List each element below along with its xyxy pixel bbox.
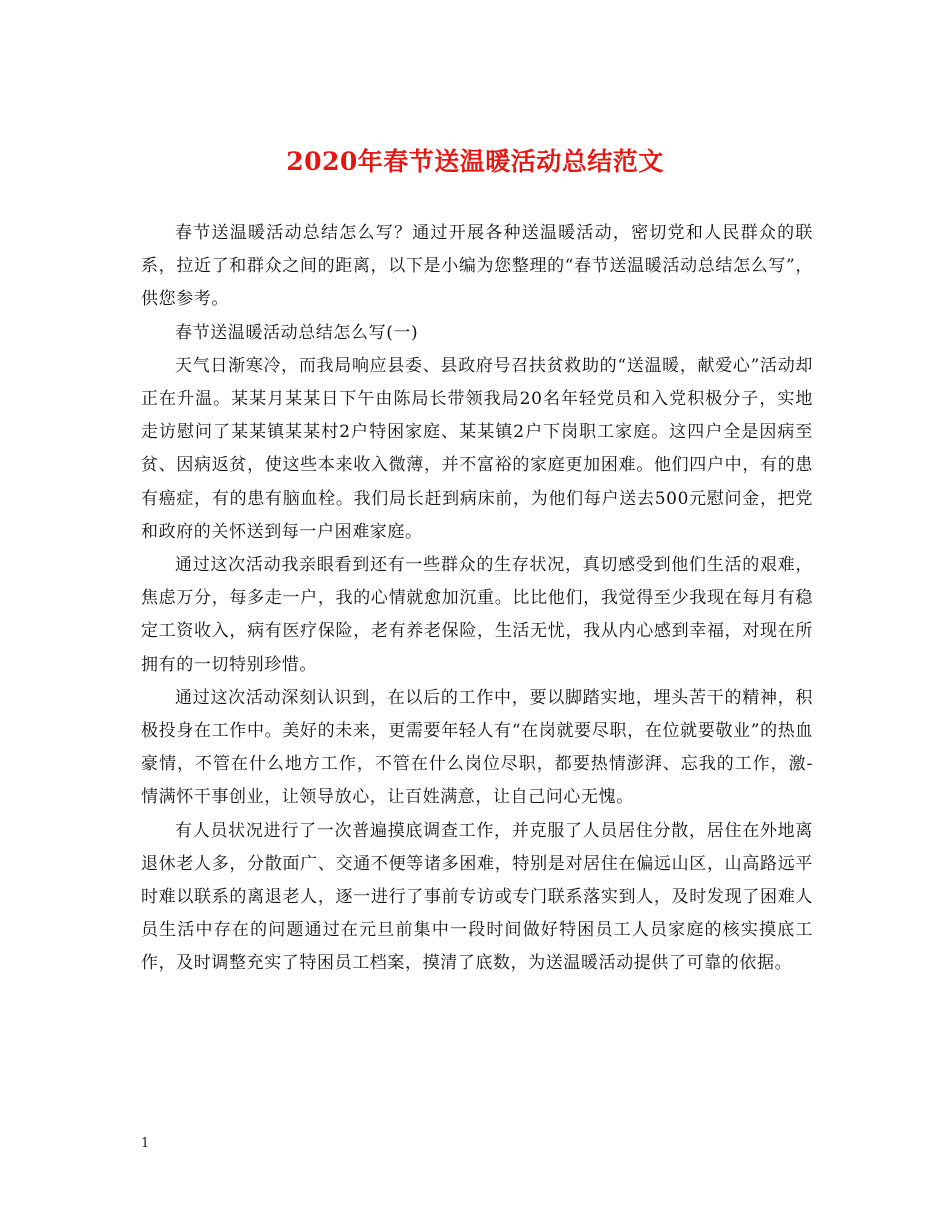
body-paragraph: 通过这次活动我亲眼看到还有一些群众的生存状况，真切感受到他们生活的艰难，焦虑万分，每多走一户，我的心情就愈加沉重。比比他们，我觉得至少我现在每月有稳定工资收入，病有医疗保险，老有养老保险，生活无忧，我从内心感到幸福，对现在所拥有的一切特别珍惜。 (141, 555, 813, 675)
document-title: 2020年春节送温暖活动总结范文 (286, 147, 664, 176)
section-heading: 春节送温暖活动总结怎么写(一) (175, 322, 419, 343)
body-paragraph: 有人员状况进行了一次普遍摸底调查工作，并克服了人员居住分散，居住在外地离退休老人多，分散面广、交通不便等诸多困难，特别是对居住在偏远山区，山高路远平时难以联系的离退老人，逐一进行了事前专访或专门联系落实到人，及时发现了困难人员生活中存在的问题通过在元旦前集中一段时间做好特困员工人员家庭的核实摸底工作，及时调整充实了特困员工档案，摸清了底数，为送温暖活动提供了可靠的依据。 (141, 820, 813, 974)
intro-paragraph: 春节送温暖活动总结怎么写？通过开展各种送温暖活动，密切党和人民群众的联系，拉近了和群众之间的距离，以下是小编为您整理的“春节送温暖活动总结怎么写”，供您参考。 (141, 223, 813, 310)
document-body (141, 217, 813, 981)
body-paragraph: 通过这次活动深刻认识到，在以后的工作中，要以脚踏实地，埋头苦干的精神，积极投身在工作中。美好的未来，更需要年轻人有“在岗就要尽职，在位就要敬业”的热血豪情，不管在什么地方工作，不管在什么岗位尽职，都要热情澎湃、忘我的工作，激-情满怀干事创业，让领导放心，让百姓满意，让自己问心无愧。 (141, 687, 813, 808)
body-paragraph: 天气日渐寒冷，而我局响应县委、县政府号召扶贫救助的“送温暖，献爱心”活动却正在升温。某某月某某日下午由陈局长带领我局20名年轻党员和入党积极分子，实地走访慰问了某某镇某某村2户特困家庭、某某镇2户下岗职工家庭。这四户全是因病至贫、因病返贫，使这些本来收入微薄，并不富裕的家庭更加困难。他们四户中，有的患有癌症，有的患有脑血栓。我们局长赶到病床前，为他们每户送去500元慰问金，把党和政府的关怀送到每一户困难家庭。 (141, 355, 813, 542)
page-number: 1 (141, 1136, 150, 1151)
